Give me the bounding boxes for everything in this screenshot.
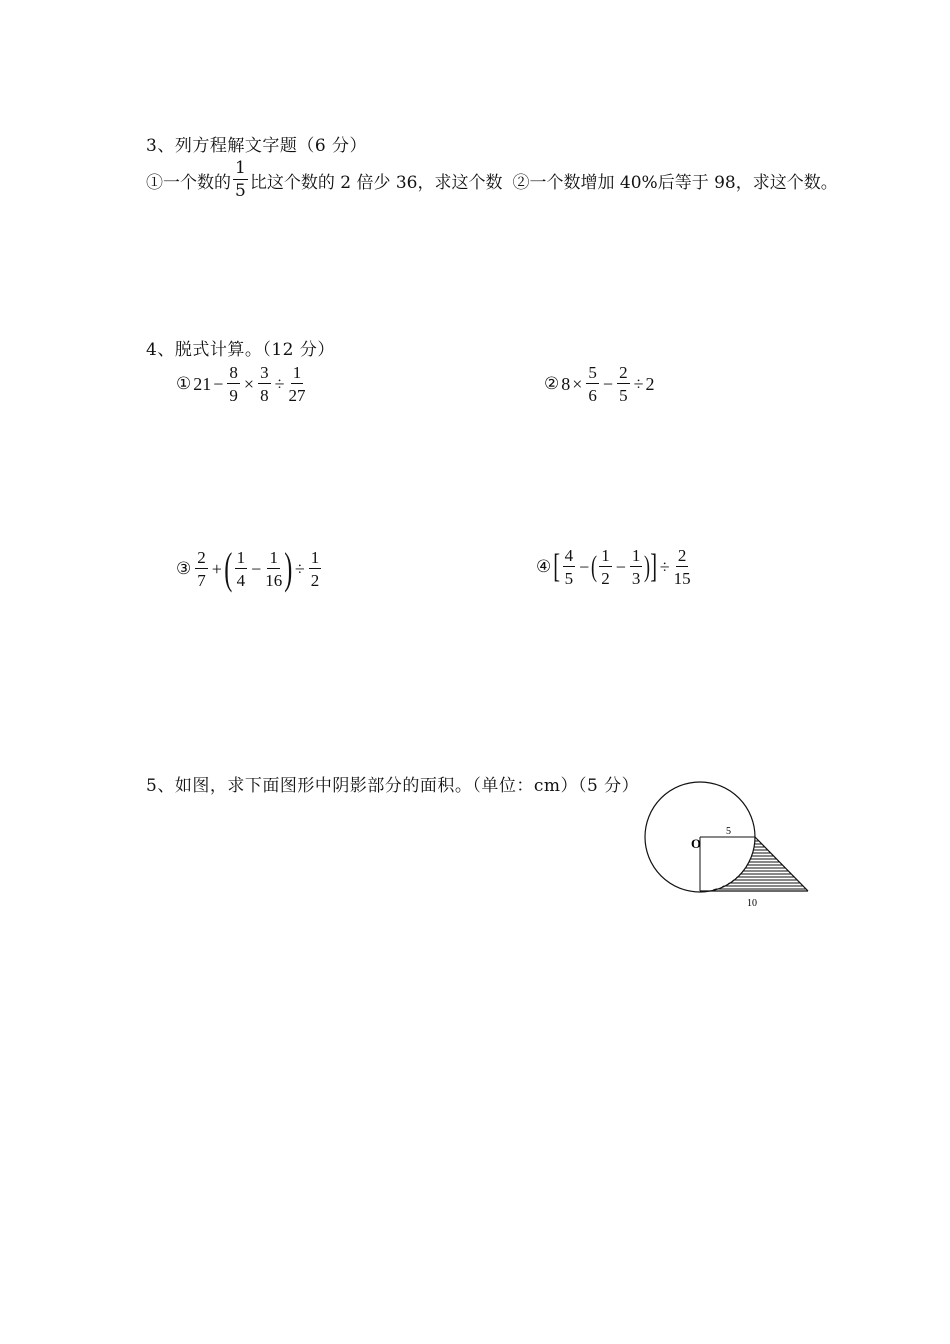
fraction	[265, 549, 282, 589]
q4-expression-3	[176, 544, 323, 593]
fraction-denominator: 15	[673, 569, 691, 588]
q4-expression-4	[536, 547, 693, 587]
fraction-numerator: 3	[260, 363, 269, 382]
fraction-denominator: 27	[288, 386, 306, 405]
q3-item1-suffix: 比这个数的 2 倍少 36，求这个数	[249, 172, 503, 193]
operator: −	[213, 373, 224, 394]
circle-triangle-figure	[640, 780, 820, 915]
operator: ÷	[294, 558, 305, 579]
fraction	[227, 364, 240, 404]
fraction-denominator: 5	[564, 569, 574, 588]
right-parenthesis: )	[284, 544, 293, 593]
fraction-numerator: 1	[310, 548, 320, 567]
fraction-denominator: 2	[310, 571, 320, 590]
right-parenthesis: )	[644, 550, 651, 583]
radius-label: 5	[726, 826, 731, 837]
q3-heading: 3、列方程解文字题（6 分）	[146, 136, 368, 156]
left-parenthesis: (	[591, 550, 598, 583]
fraction-denominator: 4	[236, 571, 246, 590]
fraction-numerator: 8	[229, 363, 238, 382]
fraction-denominator: 5	[235, 181, 246, 201]
fraction-denominator: 8	[260, 386, 269, 405]
fraction-denominator: 5	[619, 386, 628, 405]
q3-problem-line	[146, 160, 838, 200]
fraction	[288, 364, 305, 404]
operator: −	[615, 556, 626, 577]
fraction-numerator: 4	[564, 546, 574, 565]
fraction-denominator: 7	[197, 571, 206, 590]
fraction-denominator: 9	[229, 386, 238, 405]
fraction	[586, 364, 599, 404]
fraction-denominator: 3	[631, 569, 641, 588]
operator: −	[602, 373, 614, 394]
fraction-numerator: 2	[677, 546, 687, 565]
operator: −	[579, 556, 590, 577]
q3-item2-text: ②一个数增加 40%后等于 98，求这个数。	[512, 172, 838, 193]
base-label: 10	[747, 898, 757, 909]
operand: 8	[561, 373, 571, 394]
fraction-denominator: 6	[588, 386, 597, 405]
fraction	[235, 549, 248, 589]
fraction-numerator: 5	[588, 363, 597, 382]
fraction	[617, 364, 630, 404]
left-parenthesis: (	[224, 544, 233, 593]
fraction-numerator: 1	[236, 548, 246, 567]
operator: ÷	[274, 373, 285, 394]
operator: ×	[243, 373, 255, 394]
fraction-numerator: 1	[235, 158, 246, 178]
fraction-numerator: 1	[292, 363, 302, 382]
q3-item1-fraction	[233, 160, 248, 200]
operand: 2	[645, 373, 655, 394]
item-mark: ③	[176, 559, 192, 579]
fraction	[599, 547, 612, 587]
operator: −	[251, 558, 262, 579]
fraction-numerator: 1	[631, 546, 641, 565]
q4-expression-2	[544, 364, 654, 404]
item-mark: ④	[536, 557, 552, 577]
left-bracket: [	[553, 548, 561, 585]
fraction	[309, 549, 322, 589]
q5-heading: 5、如图，求下面图形中阴影部分的面积。（单位：cm）（5 分）	[146, 776, 640, 796]
fraction	[674, 547, 691, 587]
q4-heading: 4、脱式计算。（12 分）	[146, 340, 335, 360]
fraction	[258, 364, 271, 404]
fraction-numerator: 1	[601, 546, 610, 565]
item-mark: ②	[544, 374, 560, 394]
fraction	[630, 547, 643, 587]
fraction-numerator: 1	[269, 548, 278, 567]
fraction-numerator: 2	[619, 363, 628, 382]
operator: ÷	[633, 373, 644, 394]
fraction-denominator: 16	[265, 571, 283, 590]
operator: +	[211, 558, 222, 579]
operand: 21	[193, 373, 212, 394]
operator: ×	[572, 373, 583, 394]
q3-item1-prefix: ①一个数的	[146, 172, 231, 193]
fraction-denominator: 2	[601, 569, 610, 588]
right-bracket: ]	[650, 548, 658, 585]
fraction	[563, 547, 576, 587]
fraction	[195, 549, 208, 589]
q4-expression-1	[176, 364, 307, 404]
center-label: O	[691, 836, 702, 851]
item-mark: ①	[176, 374, 192, 394]
fraction-numerator: 2	[197, 548, 206, 567]
operator: ÷	[659, 556, 670, 577]
